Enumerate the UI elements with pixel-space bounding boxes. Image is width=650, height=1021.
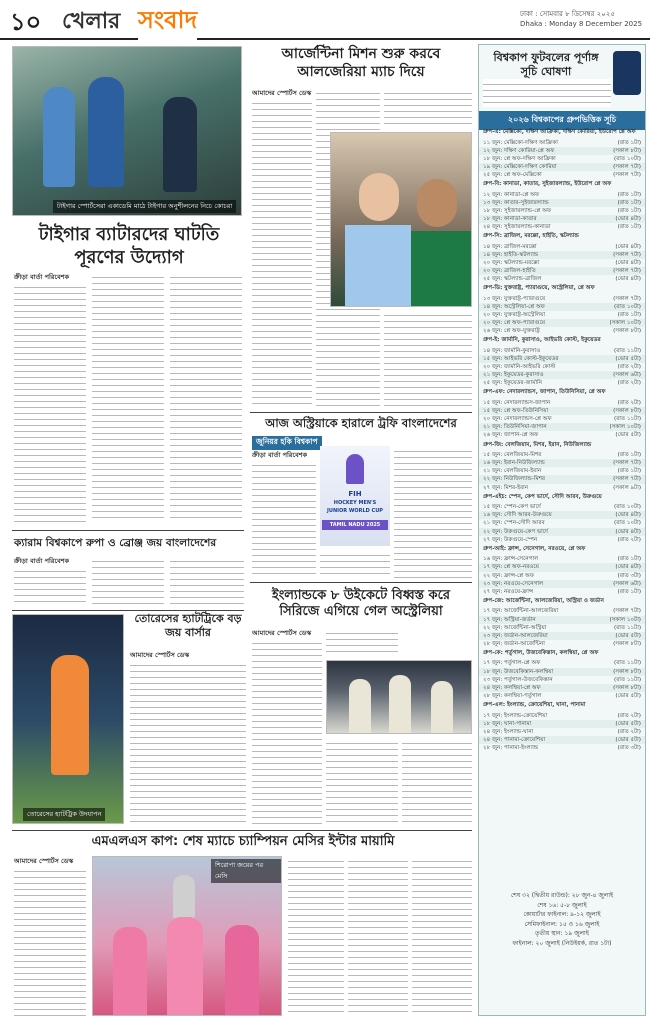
match-time: (রাত ২টা) xyxy=(617,536,641,543)
match-time: (সকাল ৮টা) xyxy=(613,328,641,335)
story-body-text xyxy=(14,566,86,606)
story-body-text xyxy=(14,282,86,522)
match-row xyxy=(479,431,645,439)
match-row xyxy=(479,475,645,483)
match-fixture: ১৬ জুন: ফ্রান্স-সেনেগাল xyxy=(483,556,539,563)
match-time: (সকাল ৬টা) xyxy=(613,372,641,379)
torres-celebration-photo xyxy=(12,614,124,824)
match-fixture: ১৮ জুন: কানাডা-কাতার xyxy=(483,215,537,222)
match-row xyxy=(479,275,645,283)
story-body-text xyxy=(394,446,472,578)
photo-caption: টাইগার স্পোর্টসেরা একাডেমি মাঠে টাইগার অনুশীলনের নিচে কোচরা xyxy=(53,200,236,213)
match-row xyxy=(479,147,645,155)
match-fixture: ১৮ জুন: সুইজারল্যান্ড-প্লে অফ xyxy=(483,207,552,214)
match-time: (সকাল ৮টা) xyxy=(613,640,641,647)
match-fixture: ২৮ জুন: কলম্বিয়া-পর্তুগাল xyxy=(483,692,542,699)
byline: আমাদের স্পোর্টস ডেস্ক xyxy=(252,89,312,97)
match-fixture: ২৩ জুন: পর্তুগাল-উজবেকিস্তান xyxy=(483,676,553,683)
group-name: গ্রুপ-এফ: নেদারল্যান্ডস, জাপান, তিউনিসিয়া, প্লে অফ xyxy=(483,389,606,396)
match-fixture: ১৪ জুন: হাইতি-স্কটল্যান্ড xyxy=(483,251,539,258)
inter-miami-celebration-photo xyxy=(92,856,282,1016)
match-row xyxy=(479,451,645,459)
match-fixture: ১৭ জুন: পর্তুগাল-প্লে অফ xyxy=(483,660,541,667)
match-row xyxy=(479,467,645,475)
match-fixture: ১৭ জুন: প্লে অফ-নরওয়ে xyxy=(483,564,539,571)
match-time: (সকাল ৭টা) xyxy=(613,251,641,258)
match-row xyxy=(479,563,645,571)
player-figure-2 xyxy=(88,77,124,187)
match-time: (সকাল ১০টা) xyxy=(609,424,641,431)
world-cup-schedule-sidebar xyxy=(478,44,646,1016)
match-row xyxy=(479,503,645,511)
group-block xyxy=(479,335,645,387)
match-row xyxy=(479,295,645,303)
knockout-line: শেষ ১৬: ৫-৮ জুলাই xyxy=(537,901,587,909)
match-row xyxy=(479,624,645,632)
match-fixture: ২৭ জুন: মিশর-ইরান xyxy=(483,484,529,491)
match-row xyxy=(479,347,645,355)
jersey-algeria xyxy=(411,231,472,307)
match-time: (ভোর ৫টা) xyxy=(615,632,641,639)
group-name: গ্রুপ-সি: ব্রাজিল, মরক্কো, হাইতি, স্কটল্যান্ড xyxy=(483,233,579,240)
match-fixture: ২০ জুন: যুক্তরাষ্ট্র-অস্ট্রেলিয়া xyxy=(483,312,546,319)
match-fixture: ১৫ জুন: আইভরি কোস্ট-ইকুয়েডর xyxy=(483,356,559,363)
match-fixture: ২৩ জুন: নরওয়ে-সেনেগাল xyxy=(483,580,544,587)
story-body-text xyxy=(14,866,86,1016)
match-row xyxy=(479,215,645,223)
match-row xyxy=(479,155,645,163)
match-fixture: ১৮ জুন: প্লে অফ-দক্ষিণ আফ্রিকা xyxy=(483,155,556,162)
match-row xyxy=(479,684,645,692)
player-figure-1 xyxy=(43,87,75,187)
match-time: (রাত ১০টা) xyxy=(614,303,641,310)
story-body-text xyxy=(348,856,408,1016)
australia-cricket-photo xyxy=(326,660,472,734)
knockout-line: ফাইনাল: ২০ জুলাই (নিউইয়র্ক, রাত ১টা) xyxy=(512,939,612,947)
group-name: গ্রুপ-এ: মেক্সিকো, দক্ষিণ আফ্রিকা, দক্ষিণ কোরিয়া, ইউরোপ প্লে অফ xyxy=(483,129,636,135)
match-fixture: ২১ জুন: স্পেন-সৌদি আরব xyxy=(483,520,545,527)
knockout-schedule xyxy=(479,891,645,949)
match-fixture: ১৮ জুন: ঘানা-পানামা xyxy=(483,720,532,727)
match-time: (রাত ১০টা) xyxy=(614,155,641,162)
match-row xyxy=(479,327,645,335)
match-row xyxy=(479,355,645,363)
match-time: (রাত ১টা) xyxy=(617,199,641,206)
match-time: (রাত ১টা) xyxy=(617,312,641,319)
match-time: (ভোর ৪টা) xyxy=(615,243,641,250)
byline: ক্রীড়া বার্তা পরিবেশক xyxy=(14,273,70,281)
match-fixture: ১৪ জুন: জার্মানি-কুরাসাও xyxy=(483,347,541,354)
group-block xyxy=(479,492,645,544)
match-fixture: ১৯ জুন: মেক্সিকো-দক্ষিণ কোরিয়া xyxy=(483,163,557,170)
player-face-1 xyxy=(359,173,399,221)
page-number: ১০ xyxy=(10,8,42,36)
match-time: (সকাল ৭টা) xyxy=(613,460,641,467)
group-block xyxy=(479,179,645,231)
story-body-text xyxy=(384,310,472,408)
group-name: গ্রুপ-জে: আর্জেন্টিনা, আলজেরিয়া, অস্ট্রিয়া ও জর্ডান xyxy=(483,597,604,604)
match-fixture: ১৭ জুন: ইংল্যান্ড-ক্রোয়েশিয়া xyxy=(483,712,548,719)
story-body-text xyxy=(326,738,398,824)
match-row xyxy=(479,616,645,624)
match-row xyxy=(479,728,645,736)
knockout-line: কোয়ার্টার ফাইনাল: ৯-১২ জুলাই xyxy=(523,911,601,919)
headline-mls-cup: এমএলএস কাপ: শেষ ম্যাচে চ্যাম্পিয়ন মেসির ইন্টার মায়ামি xyxy=(91,834,395,849)
match-row xyxy=(479,484,645,492)
match-fixture: ২০ জুন: জার্মানি-আইভরি কোস্ট xyxy=(483,364,556,371)
knockout-line: শেষ ৩২ (দ্বিতীয় রাউন্ড): ২৮ জুন-৪ জুলাই xyxy=(510,892,614,899)
story-body-text xyxy=(92,272,164,522)
section-title-part2: সংবাদ xyxy=(138,2,197,42)
story-body-text xyxy=(320,550,390,578)
match-fixture: ২৩ জুন: জর্ডান-আলজেরিয়া xyxy=(483,632,548,639)
match-time: (রাত ১টা) xyxy=(617,191,641,198)
match-row xyxy=(479,171,645,179)
match-row xyxy=(479,519,645,527)
match-row xyxy=(479,459,645,467)
match-row xyxy=(479,371,645,379)
match-row xyxy=(479,676,645,684)
match-fixture: ২০ জুন: প্লে অফ-প্যারাগুয়ে xyxy=(483,320,546,327)
divider xyxy=(250,412,472,413)
match-time: (সকাল ৭টা) xyxy=(613,608,641,615)
match-row xyxy=(479,163,645,171)
jersey-argentina xyxy=(345,225,411,307)
sidebar-title: বিশ্বকাপ ফুটবলের পূর্ণাঙ্গ xyxy=(493,51,599,64)
match-fixture: ২৭ জুন: নরওয়ে-ফ্রান্স xyxy=(483,588,534,595)
player-figure xyxy=(349,679,371,734)
group-block xyxy=(479,387,645,439)
match-row xyxy=(479,399,645,407)
divider xyxy=(250,582,472,583)
player-figure xyxy=(431,681,453,734)
match-time: (রাত ২টা) xyxy=(617,728,641,735)
match-row xyxy=(479,311,645,319)
match-fixture: ২৮ জুন: পানামা-ইংল্যান্ড xyxy=(483,745,539,752)
match-time: (রাত ১১টা) xyxy=(614,416,641,423)
match-fixture: ২৫ জুন: ইকুয়েডর-জার্মানি xyxy=(483,380,542,387)
match-fixture: ১৩ জুন: কাতার-সুইজারল্যান্ড xyxy=(483,199,549,206)
match-row xyxy=(479,303,645,311)
match-time: (রাত ২টা) xyxy=(617,364,641,371)
group-name: গ্রুপ-কে: পর্তুগাল, উজবেকিস্তান, কলম্বিয়া, প্লে অফ xyxy=(483,649,599,656)
match-row xyxy=(479,319,645,327)
match-fixture: ১৫ জুন: স্পেন-কেপ ভার্দে xyxy=(483,504,541,511)
story-body-text xyxy=(412,856,472,1016)
match-time: (ভোর ৪টা) xyxy=(615,512,641,519)
match-row xyxy=(479,251,645,259)
match-time: (সকাল ৮টা) xyxy=(613,668,641,675)
photo-caption: তোরেসের হ্যাটট্রিক উদযাপন xyxy=(23,808,105,821)
match-row xyxy=(479,199,645,207)
match-fixture: ২৫ জুন: প্লে অফ-মেক্সিকো xyxy=(483,171,542,178)
match-row xyxy=(479,415,645,423)
match-time: (রাত ১১টা) xyxy=(614,347,641,354)
player-figure xyxy=(389,675,411,734)
match-fixture: ২১ জুন: তিউনিসিয়া-জাপান xyxy=(483,424,547,431)
story-body-text xyxy=(288,856,344,1016)
byline: ক্রীড়া বার্তা পরিবেশক xyxy=(14,557,70,565)
match-row xyxy=(479,379,645,387)
logo-text: FIH xyxy=(348,490,362,498)
match-time: (রাত ১টা) xyxy=(617,452,641,459)
match-time: (সকাল ৮টা) xyxy=(613,147,641,154)
fifa-logo-icon xyxy=(613,51,641,95)
hockey-label: জুনিয়র হকি বিশ্বকাপ xyxy=(252,436,322,450)
group-block xyxy=(479,648,645,700)
match-row xyxy=(479,632,645,640)
match-time: (রাত ১১টা) xyxy=(614,624,641,631)
match-row xyxy=(479,580,645,588)
sidebar-intro-text xyxy=(483,79,611,107)
match-fixture: ১৬ জুন: সৌদি আরব-উরুগুয়ে xyxy=(483,512,552,519)
match-fixture: ২৪ জুন: কলম্বিয়া-প্লে অফ xyxy=(483,684,541,691)
match-time: (ভোর ৫টা) xyxy=(615,736,641,743)
match-row xyxy=(479,407,645,415)
match-fixture: ২২ জুন: ফ্রান্স-প্লে অফ xyxy=(483,572,534,579)
match-time: (রাত ১১টা) xyxy=(614,660,641,667)
divider xyxy=(12,830,472,831)
group-block xyxy=(479,440,645,492)
match-fixture: ২৬ জুন: জাপান-প্লে অফ xyxy=(483,432,539,439)
group-name: গ্রুপ-ই: জার্মানি, কুরাসাও, আইভরি কোস্ট, ইকুয়েডর xyxy=(483,337,601,344)
player-figure xyxy=(113,927,147,1016)
match-time: (ভোর ৪টা) xyxy=(615,259,641,266)
messi-mahrez-photo xyxy=(330,132,472,307)
story-body-text xyxy=(402,738,472,824)
match-time: (রাত ১টা) xyxy=(617,224,641,231)
match-fixture: ২৮ জুন: জর্ডান-আর্জেন্টিনা xyxy=(483,640,545,647)
knockout-line: সেমিফাইনাল: ১৫ ও ১৬ জুলাই xyxy=(524,920,600,928)
divider xyxy=(12,610,244,611)
match-time: (সকাল ৯টা) xyxy=(613,484,641,491)
byline: আমাদের স্পোর্টস ডেস্ক xyxy=(14,857,74,865)
story-body-text xyxy=(252,98,312,408)
match-time: (সকাল ৭টা) xyxy=(613,295,641,302)
byline: আমাদের স্পোর্টস ডেস্ক xyxy=(130,651,190,659)
match-fixture: ১৫ জুন: বেলজিয়াম-মিশর xyxy=(483,452,542,459)
match-fixture: ২০ জুন: স্কটল্যান্ড-মরক্কো xyxy=(483,259,540,266)
match-time: (রাত ১০টা) xyxy=(614,504,641,511)
date-english: Dhaka : Monday 8 December 2025 xyxy=(520,20,643,28)
match-row xyxy=(479,555,645,563)
match-time: (সকাল ৮টা) xyxy=(613,684,641,691)
match-fixture: ১১ জুন: মেক্সিকো-দক্ষিণ আফ্রিকা xyxy=(483,139,558,146)
match-fixture: ১২ জুন: দক্ষিণ কোরিয়া-প্লে অফ xyxy=(483,147,555,154)
match-time: (রাত ৩টা) xyxy=(617,572,641,579)
match-time: (রাত ১০টা) xyxy=(614,520,641,527)
match-time: (ভোর ৫টা) xyxy=(615,432,641,439)
match-row xyxy=(479,223,645,231)
match-time: (ভোর ৫টা) xyxy=(615,356,641,363)
headline-carrom: ক্যারাম বিশ্বকাপে রুপা ও ব্রোঞ্জ জয় বাংলাদেশের xyxy=(14,537,217,549)
match-row xyxy=(479,712,645,720)
headline-australia: ইংল্যান্ডকে ৮ উইকেটে বিধ্বস্ত করে সিরিজে এগিয়ে গেল অস্ট্রেলিয়া xyxy=(271,588,451,620)
story-body-text xyxy=(252,460,316,578)
match-time: (সকাল ১০টা) xyxy=(609,616,641,623)
logo-text: TAMIL NADU 2025 xyxy=(322,520,388,530)
match-fixture: ২২ জুন: আর্জেন্টিনা-অস্ট্রিয়া xyxy=(483,624,547,631)
headline-tiger-batters: টাইগার ব্যাটারদের ঘাটতি পূরণের উদ্যোগ xyxy=(38,224,220,268)
story-body-text xyxy=(130,660,246,824)
match-time: (ভোর ৪টা) xyxy=(615,528,641,535)
match-time: (রাত ১টা) xyxy=(617,588,641,595)
player-figure-3 xyxy=(163,97,197,192)
match-row xyxy=(479,191,645,199)
knockout-line: তৃতীয় স্থান: ১৯ জুলাই xyxy=(535,930,589,938)
player-figure xyxy=(51,655,89,775)
match-row xyxy=(479,528,645,536)
match-time: (রাত ৩টা) xyxy=(617,745,641,752)
match-row xyxy=(479,267,645,275)
group-name: গ্রুপ-ডি: যুক্তরাষ্ট্র, প্যারাগুয়ে, অস্ট্রেলিয়া, প্লে অফ xyxy=(483,285,595,292)
match-fixture: ২৬ জুন: প্লে অফ-যুক্তরাষ্ট্র xyxy=(483,328,540,335)
match-row xyxy=(479,744,645,752)
byline: আমাদের স্পোর্টস ডেস্ক xyxy=(252,629,312,637)
group-block xyxy=(479,700,645,752)
player-face-2 xyxy=(417,179,457,227)
group-name: গ্রুপ-এল: ইংল্যান্ড, ক্রোয়েশিয়া, ঘানা, পানামা xyxy=(483,702,586,709)
match-row xyxy=(479,659,645,667)
match-time: (রাত ১১টা) xyxy=(614,676,641,683)
match-fixture: ২২ জুন: উরুগুয়ে-কেপ ভার্দে xyxy=(483,528,548,535)
group-name: গ্রুপ-বি: কানাডা, কাতার, সুইজারল্যান্ড, ইউরোপ প্লে অফ xyxy=(483,181,612,188)
story-body-text xyxy=(170,272,242,522)
byline: ক্রীড়া বার্তা পরিবেশক xyxy=(252,451,308,459)
trophy-icon xyxy=(346,454,364,484)
match-time: (সকাল ১০টা) xyxy=(609,320,641,327)
match-fixture: ২৪ জুন: ইংল্যান্ড-ঘানা xyxy=(483,728,534,735)
match-fixture: ১৪ জুন: ব্রাজিল-মরক্কো xyxy=(483,243,537,250)
headline-hockey: আজ অস্ট্রিয়াকে হারালে ট্রফি বাংলাদেশের xyxy=(265,416,457,430)
headline-argentina: আর্জেন্টিনা মিশন শুরু করবে আলজেরিয়া ম্যাচ দিয়ে xyxy=(281,46,441,80)
match-time: (রাত ২টা) xyxy=(617,712,641,719)
match-row xyxy=(479,588,645,596)
group-block xyxy=(479,231,645,283)
match-fixture: ১৬ জুন: ইরান-নিউজিল্যান্ড xyxy=(483,460,545,467)
masthead xyxy=(0,0,650,40)
story-body-text xyxy=(170,556,244,606)
match-fixture: ২১ জুন: ইকুয়েডর-কুরাসাও xyxy=(483,372,544,379)
match-time: (ভোর ৪টা) xyxy=(615,276,641,283)
match-time: (ভোর ৪টা) xyxy=(615,215,641,222)
match-row xyxy=(479,736,645,744)
match-row xyxy=(479,423,645,431)
match-fixture: ১৫ জুন: প্লে অফ-তিউনিসিয়া xyxy=(483,408,549,415)
group-block xyxy=(479,283,645,335)
match-fixture: ১২ জুন: কানাডা-প্লে অফ xyxy=(483,191,540,198)
match-time: (সকাল ৭টা) xyxy=(613,476,641,483)
match-fixture: ২৪ জুন: সুইজারল্যান্ড-কানাডা xyxy=(483,224,551,231)
headline-barca: তোরেসের হ্যাটট্রিকে বড় জয় বার্সার xyxy=(134,612,242,639)
match-time: (ভোর ৫টা) xyxy=(615,692,641,699)
match-time: (রাত ১টা) xyxy=(617,556,641,563)
match-row xyxy=(479,243,645,251)
match-fixture: ১৭ জুন: অস্ট্রিয়া-জর্ডান xyxy=(483,616,536,623)
match-time: (সকাল ৬টা) xyxy=(613,580,641,587)
trophy-icon xyxy=(173,875,195,919)
schedule-band: ২০২৬ বিশ্বকাপের গ্রুপভিত্তিক সূচি xyxy=(479,111,645,130)
player-figure xyxy=(225,925,259,1016)
match-time: (সকাল ৭টা) xyxy=(613,268,641,275)
logo-text: JUNIOR WORLD CUP xyxy=(327,508,383,514)
group-name: গ্রুপ-জি: বেলজিয়াম, মিশর, ইরান, নিউজিল্যান্ড xyxy=(483,441,592,448)
match-row xyxy=(479,668,645,676)
match-fixture: ১৫ জুন: নেদারল্যান্ডস-জাপান xyxy=(483,400,551,407)
match-row xyxy=(479,640,645,648)
match-row xyxy=(479,511,645,519)
match-row xyxy=(479,607,645,615)
story-body-text xyxy=(384,88,472,128)
hockey-world-cup-logo xyxy=(320,446,390,546)
match-row xyxy=(479,207,645,215)
match-time: (সকাল ৮টা) xyxy=(613,408,641,415)
match-fixture: ১৮ জুন: উজবেকিস্তান-কলম্বিয়া xyxy=(483,668,554,675)
match-time: (রাত ১টা) xyxy=(617,468,641,475)
date-bengali: ঢাকা : সোমবার ৮ ডিসেম্বর ২০২৫ xyxy=(520,10,615,18)
story-body-text xyxy=(92,556,164,606)
match-fixture: ২৫ জুন: স্কটল্যান্ড-ব্রাজিল xyxy=(483,276,542,283)
group-block xyxy=(479,127,645,179)
match-row xyxy=(479,259,645,267)
match-row xyxy=(479,692,645,700)
match-fixture: ১৪ জুন: অস্ট্রেলিয়া-প্লে অফ xyxy=(483,303,545,310)
match-fixture: ১৭ জুন: আর্জেন্টিনা-আলজেরিয়া xyxy=(483,608,559,615)
photo-caption: শিরোপা জয়ের পর মেসি xyxy=(211,859,281,883)
match-fixture: ২১ জুন: বেলজিয়াম-ইরান xyxy=(483,468,542,475)
match-row xyxy=(479,363,645,371)
match-fixture: ২২ জুন: নিউজিল্যান্ড-মিশর xyxy=(483,476,545,483)
divider xyxy=(12,530,244,531)
match-fixture: ২০ জুন: নেদারল্যান্ডস-প্লে অফ xyxy=(483,416,552,423)
tiger-training-photo xyxy=(12,46,242,216)
sidebar-title: সূচি ঘোষণা xyxy=(520,65,572,78)
match-time: (রাত ২টা) xyxy=(617,400,641,407)
match-time: (সকাল ৭টা) xyxy=(613,163,641,170)
match-time: (রাত ১টা) xyxy=(617,139,641,146)
match-time: (রাত ২টা) xyxy=(617,380,641,387)
story-body-text xyxy=(252,638,322,824)
match-fixture: ২৭ জুন: উরুগুয়ে-স্পেন xyxy=(483,536,538,543)
story-body-text xyxy=(326,628,398,656)
match-row xyxy=(479,536,645,544)
match-row xyxy=(479,720,645,728)
group-name: গ্রুপ-এইচ: স্পেন, কেপ ভার্দে, সৌদি আরব, উরুগুয়ে xyxy=(483,493,602,500)
match-time: (ভোর ৪টা) xyxy=(615,564,641,571)
match-row xyxy=(479,572,645,580)
group-name: গ্রুপ-আই: ফ্রান্স, সেনেগাল, নরওয়ে, প্লে অফ xyxy=(483,545,586,552)
match-row xyxy=(479,139,645,147)
match-time: (রাত ১টা) xyxy=(617,207,641,214)
group-schedule-list xyxy=(479,127,645,887)
player-figure xyxy=(167,917,203,1016)
match-fixture: ১৩ জুন: যুক্তরাষ্ট্র-প্যারাগুয়ে xyxy=(483,295,546,302)
group-block xyxy=(479,596,645,648)
match-fixture: ২৪ জুন: পানামা-ক্রোয়েশিয়া xyxy=(483,736,546,743)
match-fixture: ২০ জুন: ব্রাজিল-হাইতি xyxy=(483,268,536,275)
section-title-part1: খেলার xyxy=(62,9,121,34)
match-time: (সকাল ৭টা) xyxy=(613,171,641,178)
match-time: (ভোর ৫টা) xyxy=(615,720,641,727)
logo-text: HOCKEY MEN'S xyxy=(333,500,377,506)
group-block xyxy=(479,544,645,596)
